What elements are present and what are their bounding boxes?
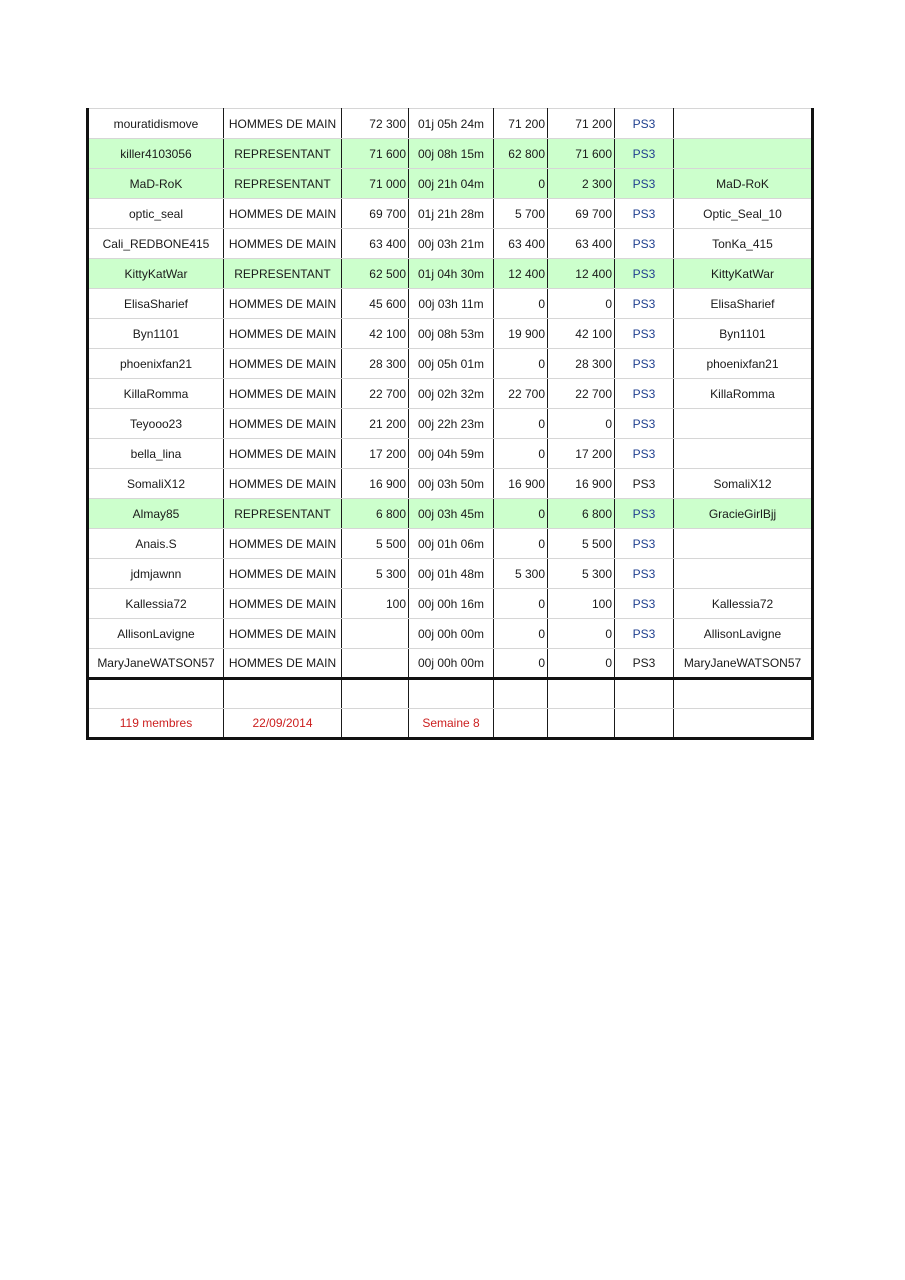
pseudo-cell: Cali_REDBONE415 xyxy=(88,229,224,259)
table-row xyxy=(88,289,813,319)
role-cell: HOMMES DE MAIN xyxy=(224,229,342,259)
gain-cell: 12 400 xyxy=(494,259,548,289)
points-cell: 63 400 xyxy=(342,229,409,259)
points-cell: 71 600 xyxy=(342,139,409,169)
gain-cell: 5 300 xyxy=(494,559,548,589)
total-cell: 0 xyxy=(548,289,615,319)
gain-cell: 0 xyxy=(494,349,548,379)
pseudo-cell: MaryJaneWATSON57 xyxy=(88,649,224,679)
points-cell: 62 500 xyxy=(342,259,409,289)
alias-cell xyxy=(674,139,813,169)
role-cell: HOMMES DE MAIN xyxy=(224,289,342,319)
total-cell: 16 900 xyxy=(548,469,615,499)
points-cell: 71 000 xyxy=(342,169,409,199)
role-cell: HOMMES DE MAIN xyxy=(224,469,342,499)
total-cell: 5 300 xyxy=(548,559,615,589)
duration-cell: 00j 01h 48m xyxy=(409,559,494,589)
total-cell: 0 xyxy=(548,649,615,679)
alias-cell: ElisaSharief xyxy=(674,289,813,319)
pseudo-cell: SomaliX12 xyxy=(88,469,224,499)
pseudo-cell: KittyKatWar xyxy=(88,259,224,289)
table-row xyxy=(88,169,813,199)
table-row xyxy=(88,199,813,229)
pseudo-cell: MaD-RoK xyxy=(88,169,224,199)
pseudo-cell: killer4103056 xyxy=(88,139,224,169)
week-label: Semaine 8 xyxy=(409,709,494,739)
total-cell: 71 600 xyxy=(548,139,615,169)
platform-cell: PS3 xyxy=(615,589,674,619)
points-cell: 5 500 xyxy=(342,529,409,559)
pseudo-cell: Byn1101 xyxy=(88,319,224,349)
points-cell xyxy=(342,619,409,649)
alias-cell: MaD-RoK xyxy=(674,169,813,199)
total-cell: 69 700 xyxy=(548,199,615,229)
role-cell: REPRESENTANT xyxy=(224,139,342,169)
platform-cell: PS3 xyxy=(615,499,674,529)
table-row xyxy=(88,229,813,259)
duration-cell: 01j 21h 28m xyxy=(409,199,494,229)
total-cell: 63 400 xyxy=(548,229,615,259)
duration-cell: 00j 22h 23m xyxy=(409,409,494,439)
role-cell: HOMMES DE MAIN xyxy=(224,109,342,139)
platform-cell: PS3 xyxy=(615,109,674,139)
table-row xyxy=(88,649,813,679)
gain-cell: 0 xyxy=(494,529,548,559)
gain-cell: 0 xyxy=(494,169,548,199)
alias-cell: TonKa_415 xyxy=(674,229,813,259)
pseudo-cell: optic_seal xyxy=(88,199,224,229)
pseudo-cell: Almay85 xyxy=(88,499,224,529)
duration-cell: 00j 00h 16m xyxy=(409,589,494,619)
platform-cell: PS3 xyxy=(615,319,674,349)
table-row xyxy=(88,439,813,469)
members-table xyxy=(86,108,814,740)
duration-cell: 01j 05h 24m xyxy=(409,109,494,139)
platform-cell: PS3 xyxy=(615,289,674,319)
duration-cell: 00j 02h 32m xyxy=(409,379,494,409)
duration-cell: 00j 04h 59m xyxy=(409,439,494,469)
role-cell: REPRESENTANT xyxy=(224,499,342,529)
duration-cell: 00j 05h 01m xyxy=(409,349,494,379)
alias-cell: SomaliX12 xyxy=(674,469,813,499)
platform-cell: PS3 xyxy=(615,559,674,589)
pseudo-cell: bella_lina xyxy=(88,439,224,469)
alias-cell xyxy=(674,109,813,139)
table-row xyxy=(88,349,813,379)
role-cell: HOMMES DE MAIN xyxy=(224,409,342,439)
gain-cell: 5 700 xyxy=(494,199,548,229)
table-row xyxy=(88,589,813,619)
total-cell: 2 300 xyxy=(548,169,615,199)
platform-cell: PS3 xyxy=(615,199,674,229)
gain-cell: 71 200 xyxy=(494,109,548,139)
alias-cell: GracieGirlBjj xyxy=(674,499,813,529)
points-cell: 22 700 xyxy=(342,379,409,409)
points-cell: 5 300 xyxy=(342,559,409,589)
duration-cell: 00j 08h 53m xyxy=(409,319,494,349)
alias-cell: Byn1101 xyxy=(674,319,813,349)
role-cell: HOMMES DE MAIN xyxy=(224,559,342,589)
table-row xyxy=(88,139,813,169)
alias-cell xyxy=(674,439,813,469)
report-date: 22/09/2014 xyxy=(224,709,342,739)
platform-cell: PS3 xyxy=(615,439,674,469)
role-cell: HOMMES DE MAIN xyxy=(224,439,342,469)
role-cell: HOMMES DE MAIN xyxy=(224,379,342,409)
role-cell: REPRESENTANT xyxy=(224,169,342,199)
total-cell: 22 700 xyxy=(548,379,615,409)
role-cell: HOMMES DE MAIN xyxy=(224,649,342,679)
gain-cell: 22 700 xyxy=(494,379,548,409)
gain-cell: 0 xyxy=(494,409,548,439)
platform-cell: PS3 xyxy=(615,139,674,169)
role-cell: REPRESENTANT xyxy=(224,259,342,289)
table-row xyxy=(88,529,813,559)
gain-cell: 16 900 xyxy=(494,469,548,499)
alias-cell xyxy=(674,559,813,589)
gain-cell: 0 xyxy=(494,619,548,649)
gain-cell: 63 400 xyxy=(494,229,548,259)
alias-cell: Kallessia72 xyxy=(674,589,813,619)
points-cell: 45 600 xyxy=(342,289,409,319)
total-cell: 5 500 xyxy=(548,529,615,559)
pseudo-cell: ElisaSharief xyxy=(88,289,224,319)
duration-cell: 00j 03h 21m xyxy=(409,229,494,259)
table-row xyxy=(88,109,813,139)
footer-row xyxy=(88,709,813,739)
points-cell: 16 900 xyxy=(342,469,409,499)
table-row xyxy=(88,409,813,439)
table-row xyxy=(88,319,813,349)
table-row xyxy=(88,499,813,529)
table-row xyxy=(88,469,813,499)
points-cell: 69 700 xyxy=(342,199,409,229)
duration-cell: 00j 03h 50m xyxy=(409,469,494,499)
blank-row xyxy=(88,679,813,709)
points-cell: 100 xyxy=(342,589,409,619)
duration-cell: 00j 03h 11m xyxy=(409,289,494,319)
gain-cell: 62 800 xyxy=(494,139,548,169)
alias-cell: KittyKatWar xyxy=(674,259,813,289)
gain-cell: 0 xyxy=(494,439,548,469)
table-row xyxy=(88,259,813,289)
duration-cell: 01j 04h 30m xyxy=(409,259,494,289)
points-cell: 42 100 xyxy=(342,319,409,349)
total-cell: 71 200 xyxy=(548,109,615,139)
platform-cell: PS3 xyxy=(615,409,674,439)
pseudo-cell: Kallessia72 xyxy=(88,589,224,619)
role-cell: HOMMES DE MAIN xyxy=(224,619,342,649)
role-cell: HOMMES DE MAIN xyxy=(224,349,342,379)
member-count: 119 membres xyxy=(88,709,224,739)
points-cell: 17 200 xyxy=(342,439,409,469)
gain-cell: 0 xyxy=(494,499,548,529)
alias-cell: KillaRomma xyxy=(674,379,813,409)
duration-cell: 00j 00h 00m xyxy=(409,649,494,679)
gain-cell: 0 xyxy=(494,289,548,319)
platform-cell: PS3 xyxy=(615,469,674,499)
total-cell: 0 xyxy=(548,619,615,649)
total-cell: 42 100 xyxy=(548,319,615,349)
platform-cell: PS3 xyxy=(615,259,674,289)
role-cell: HOMMES DE MAIN xyxy=(224,199,342,229)
alias-cell xyxy=(674,529,813,559)
pseudo-cell: phoenixfan21 xyxy=(88,349,224,379)
points-cell xyxy=(342,649,409,679)
total-cell: 12 400 xyxy=(548,259,615,289)
points-cell: 72 300 xyxy=(342,109,409,139)
gain-cell: 0 xyxy=(494,589,548,619)
pseudo-cell: mouratidismove xyxy=(88,109,224,139)
total-cell: 17 200 xyxy=(548,439,615,469)
pseudo-cell: Anais.S xyxy=(88,529,224,559)
pseudo-cell: AllisonLavigne xyxy=(88,619,224,649)
points-cell: 21 200 xyxy=(342,409,409,439)
duration-cell: 00j 01h 06m xyxy=(409,529,494,559)
table-body xyxy=(88,109,813,679)
platform-cell: PS3 xyxy=(615,529,674,559)
alias-cell: MaryJaneWATSON57 xyxy=(674,649,813,679)
total-cell: 6 800 xyxy=(548,499,615,529)
total-cell: 0 xyxy=(548,409,615,439)
table-row xyxy=(88,619,813,649)
platform-cell: PS3 xyxy=(615,229,674,259)
gain-cell: 0 xyxy=(494,649,548,679)
points-cell: 28 300 xyxy=(342,349,409,379)
duration-cell: 00j 03h 45m xyxy=(409,499,494,529)
table-row xyxy=(88,379,813,409)
duration-cell: 00j 21h 04m xyxy=(409,169,494,199)
alias-cell xyxy=(674,409,813,439)
platform-cell: PS3 xyxy=(615,619,674,649)
platform-cell: PS3 xyxy=(615,649,674,679)
pseudo-cell: jdmjawnn xyxy=(88,559,224,589)
alias-cell: phoenixfan21 xyxy=(674,349,813,379)
role-cell: HOMMES DE MAIN xyxy=(224,589,342,619)
gain-cell: 19 900 xyxy=(494,319,548,349)
platform-cell: PS3 xyxy=(615,349,674,379)
total-cell: 100 xyxy=(548,589,615,619)
duration-cell: 00j 00h 00m xyxy=(409,619,494,649)
role-cell: HOMMES DE MAIN xyxy=(224,529,342,559)
points-cell: 6 800 xyxy=(342,499,409,529)
table-row xyxy=(88,559,813,589)
alias-cell: AllisonLavigne xyxy=(674,619,813,649)
role-cell: HOMMES DE MAIN xyxy=(224,319,342,349)
pseudo-cell: KillaRomma xyxy=(88,379,224,409)
pseudo-cell: Teyooo23 xyxy=(88,409,224,439)
total-cell: 28 300 xyxy=(548,349,615,379)
platform-cell: PS3 xyxy=(615,379,674,409)
duration-cell: 00j 08h 15m xyxy=(409,139,494,169)
alias-cell: Optic_Seal_10 xyxy=(674,199,813,229)
platform-cell: PS3 xyxy=(615,169,674,199)
